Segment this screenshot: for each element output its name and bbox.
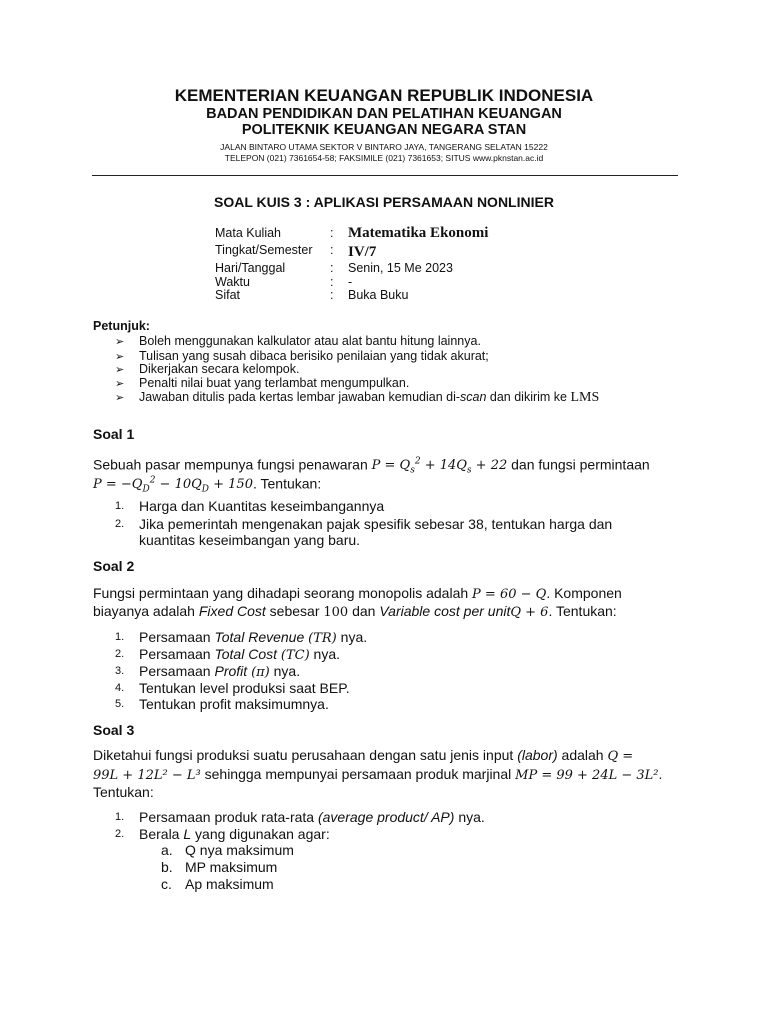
meta-key: Tingkat/Semester (215, 243, 313, 257)
arrow-bullet-icon: ➢ (115, 378, 125, 390)
soal-3-subitem-b: b. MP maksimum (161, 859, 278, 875)
meta-key: Waktu (215, 275, 250, 289)
meta-colon: : (330, 275, 334, 289)
soal-2-item-5: 5. Tentukan profit maksimumnya. (115, 696, 329, 712)
soal-3-heading: Soal 3 (93, 722, 135, 738)
contact-line: TELEPON (021) 7361654-58; FAKSIMILE (021) 7361653; SITUS www.pknstan.ac.id (224, 153, 544, 163)
soal-3-text-line2: 99L + 12L² − L³ sehingga mempunyai persamaan produk marjinal MP = 99 + 24L − 3L². (93, 766, 663, 783)
arrow-bullet-icon: ➢ (115, 336, 125, 348)
instruction-item: ➢ Boleh menggunakan kalkulator atau alat bantu hitung lainnya. (115, 334, 481, 348)
meta-value: Matematika Ekonomi (348, 225, 489, 241)
meta-value: - (348, 275, 353, 289)
soal-3-item-2: 2. Berala L yang digunakan agar: (115, 826, 330, 842)
soal-2-item-1: 1. Persamaan Total Revenue (TR) nya. (115, 629, 368, 646)
soal-3-subitem-a: a. Q nya maksimum (161, 842, 294, 858)
header-divider (92, 175, 678, 176)
instruction-item: ➢ Jawaban ditulis pada kertas lembar jawaban kemudian di-scan dan dikirim ke LMS (115, 390, 600, 405)
soal-2-heading: Soal 2 (93, 558, 135, 574)
instructions-label: Petunjuk: (93, 319, 150, 333)
arrow-bullet-icon: ➢ (115, 392, 125, 404)
soal-3-subitem-c: c. Ap maksimum (161, 876, 274, 892)
institution-title: POLITEKNIK KEUANGAN NEGARA STAN (241, 122, 527, 138)
meta-row-semester (0, 243, 768, 259)
instruction-item: ➢ Dikerjakan secara kelompok. (115, 362, 300, 376)
meta-value: Senin, 15 Me 2023 (348, 261, 453, 275)
soal-2-item-4: 4. Tentukan level produksi saat BEP. (115, 680, 350, 696)
soal-1-text-line2: $P = -Q_D^2 - 10Q_D + 150$. Tentukan: (93, 475, 322, 495)
ministry-title: KEMENTERIAN KEUANGAN REPUBLIK INDONESIA (174, 86, 594, 105)
soal-1-heading: Soal 1 (93, 426, 135, 442)
soal-2-item-2: 2. Persamaan Total Cost (TC) nya. (115, 646, 341, 663)
meta-key: Hari/Tanggal (215, 261, 286, 275)
arrow-bullet-icon: ➢ (115, 351, 125, 363)
meta-colon: : (330, 288, 334, 302)
soal-3-text-line3: Tentukan: (93, 784, 154, 800)
meta-key: Mata Kuliah (215, 226, 282, 240)
meta-value: Buka Buku (348, 288, 409, 302)
quiz-title: SOAL KUIS 3 : APLIKASI PERSAMAAN NONLINIER (214, 194, 554, 210)
address-line: JALAN BINTARO UTAMA SEKTOR V BINTARO JAYA, TANGERANG SELATAN 15222 (220, 142, 548, 152)
soal-3-text-line1: Diketahui fungsi produksi suatu perusahaan dengan satu jenis input (labor) adalah Q = (93, 747, 634, 764)
meta-colon: : (330, 261, 334, 275)
soal-2-text-line1: Fungsi permintaan yang dihadapi seorang monopolis adalah P = 60 − Q. Komponen (93, 585, 622, 602)
meta-value: IV/7 (348, 244, 377, 260)
instruction-item: ➢ Tulisan yang susah dibaca berisiko penilaian yang tidak akurat; (115, 349, 489, 363)
soal-1-text-line1: Sebuah pasar mempunya fungsi penawaran $P = Q_s^2 + 14Q_s + 22$ dan fungsi permintaan (93, 456, 650, 476)
soal-2-text-line2: biayanya adalah Fixed Cost sebesar 100 dan Variable cost per unitQ + 6. Tentukan: (93, 603, 617, 620)
soal-3-item-1: 1. Persamaan produk rata-rata (average product/ AP) nya. (115, 809, 485, 825)
soal-2-item-3: 3. Persamaan Profit (π) nya. (115, 663, 301, 680)
soal-1-item-2-cont: kuantitas keseimbangan yang baru. (139, 532, 361, 548)
arrow-bullet-icon: ➢ (115, 364, 125, 376)
soal-1-item-2: 2. Jika pemerintah mengenakan pajak spesifik sebesar 38, tentukan harga dan (115, 516, 613, 532)
agency-title: BADAN PENDIDIKAN DAN PELATIHAN KEUANGAN (206, 106, 562, 122)
meta-colon: : (330, 243, 334, 257)
meta-row-nature (0, 288, 768, 304)
soal-1-item-1: 1. Harga dan Kuantitas keseimbangannya (115, 498, 385, 514)
instruction-item: ➢ Penalti nilai buat yang terlambat mengumpulkan. (115, 376, 410, 390)
meta-key: Sifat (215, 288, 241, 302)
meta-row-course (0, 226, 768, 242)
meta-colon: : (330, 226, 334, 240)
